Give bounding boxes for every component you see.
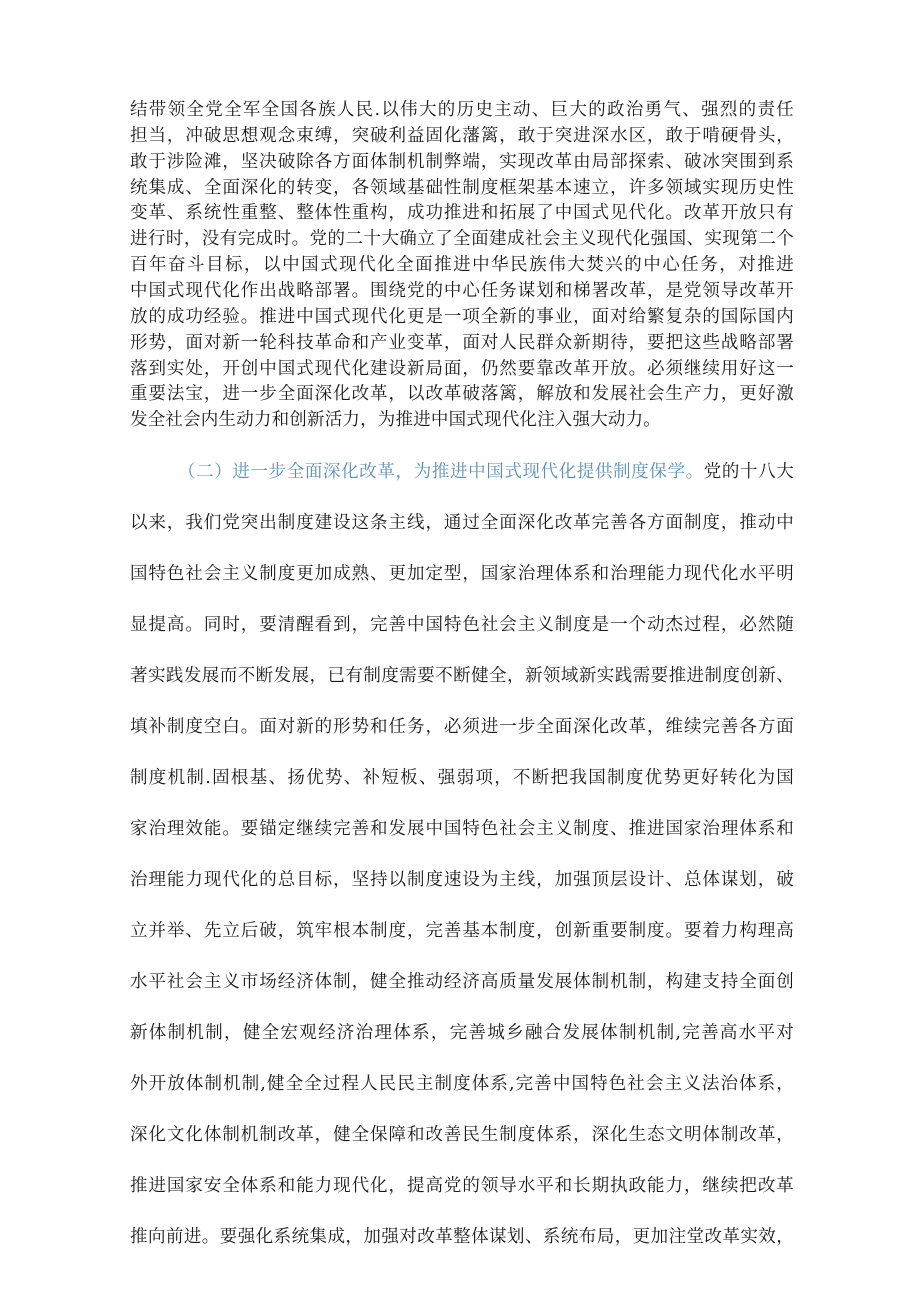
paragraph-1-line: 变革、系统性重整、整体性重构，成功推进和拓展了中国式见代化。改革开放只有	[130, 203, 794, 223]
paragraph-1-line: 落到实处，开创中国式现代化建设新局面，仍然要靠改革开放。必须继续用好这一	[130, 359, 794, 379]
paragraph-2-line: 以来，我们党突出制度建设这条主线，通过全面深化改革完善各方面制度，推动中	[130, 513, 794, 533]
paragraph-1-line: 结带领全党全军全国各族人民.以伟大的历史主动、巨大的政治勇气、强烈的责任	[130, 100, 794, 120]
paragraph-2-line: 国特色社会主义制度更加成熟、更加定型，国家治理体系和治理能力现代化水平明	[130, 564, 794, 584]
paragraph-2-line: 立并举、先立后破，筑牢根本制度，完善基本制度，创新重要制度。要着力构理高	[130, 921, 794, 941]
paragraph-2-line: 深化文化体制机制改革，健全保障和改善民生制度体系，深化生态文明体制改革，	[130, 1125, 794, 1145]
paragraph-1-line: 敢于涉险滩，坚决破除各方面体制机制弊端，实现改革由局部探索、破冰突围到系	[130, 152, 794, 172]
paragraph-2-line: 推进国家安全体系和能力现代化，提高党的领导水平和长期执政能力，继续把改革	[130, 1176, 794, 1196]
paragraph-1-line: 形势，面对新一轮科技革命和产业变革，面对人民群众新期待，要把这些战略部署	[130, 333, 794, 353]
paragraph-2-line: 新体制机制，健全宏观经济治理体系，完善城乡融合发展体制机制,完善高水平对	[130, 1023, 794, 1043]
paragraph-1-line: 放的成功经验。推进中国式现代化更是一项全新的事业，面对给繁复杂的国际国内	[130, 307, 794, 327]
paragraph-1-line: 发全社会内生动力和创新活力，为推进中国式现代化注入强大动力。	[130, 410, 661, 430]
section-heading-line	[178, 462, 794, 482]
section-heading: （二）进一步全面深化改革，为推进中国式现代化提供制度保学。	[178, 462, 704, 482]
paragraph-1-line: 进行时，没有完成时。党的二十大确立了全面建成社会主义现代化强国、实现第二个	[130, 229, 794, 249]
paragraph-1-line: 统集成、全面深化的转变，各领域基础性制度框架基本速立，许多领域实现历史性	[130, 178, 794, 198]
paragraph-2-line: 制度机制.固根基、扬优势、补短板、强弱项，不断把我国制度优势更好转化为国	[130, 768, 794, 788]
paragraph-1-line: 重要法宝，进一步全面深化改革，以改革破落篱，解放和发展社会生产力，更好激	[130, 384, 794, 404]
paragraph-2-line: 家治理效能。要锚定继续完善和发展中国特色社会主义制度、推进国家治理体系和	[130, 819, 794, 839]
heading-line-rest: 党的十八大	[703, 462, 794, 482]
paragraph-2-line: 推向前进。要强化系统集成，加强对改革整体谋划、系统布局，更加注堂改革实效，	[130, 1227, 794, 1247]
paragraph-2-line: 填补制度空白。面对新的形势和任务，必须进一步全面深化改革，维续完善各方面	[130, 717, 794, 737]
paragraph-2-line: 外开放体制机制,健全全过程人民民主制度体系,完善中国特色社会主义法治体系，	[130, 1074, 794, 1094]
paragraph-2-line: 著实践发展而不断发展，已有制度需要不断健全，新领域新实践需要推进制度创新、	[130, 666, 794, 686]
paragraph-1-line: 担当，冲破思想观念束缚，突破利益固化藩篱，敢于突进深水区，敢于啃硬骨头，	[130, 126, 794, 146]
paragraph-2-line: 治理能力现代化的总目标，坚持以制度速设为主线，加强顶层设计、总体谋划，破	[130, 870, 794, 890]
paragraph-2-line: 水平社会主义市场经济体制，健全推动经济高质量发展体制机制，构建支持全面创	[130, 972, 794, 992]
paragraph-1-line: 百年奋斗目标，以中国式现代化全面推进中华民族伟大焚兴的中心任务，对推进	[130, 255, 794, 275]
paragraph-1-line: 中国式现代化作出战略部署。围绕党的中心任务谋划和梯署改革，是党领导改革开	[130, 281, 794, 301]
paragraph-2-line: 显提高。同时，要清醒看到，完善中国特色社会主义制度是一个动杰过程，必然随	[130, 615, 794, 635]
